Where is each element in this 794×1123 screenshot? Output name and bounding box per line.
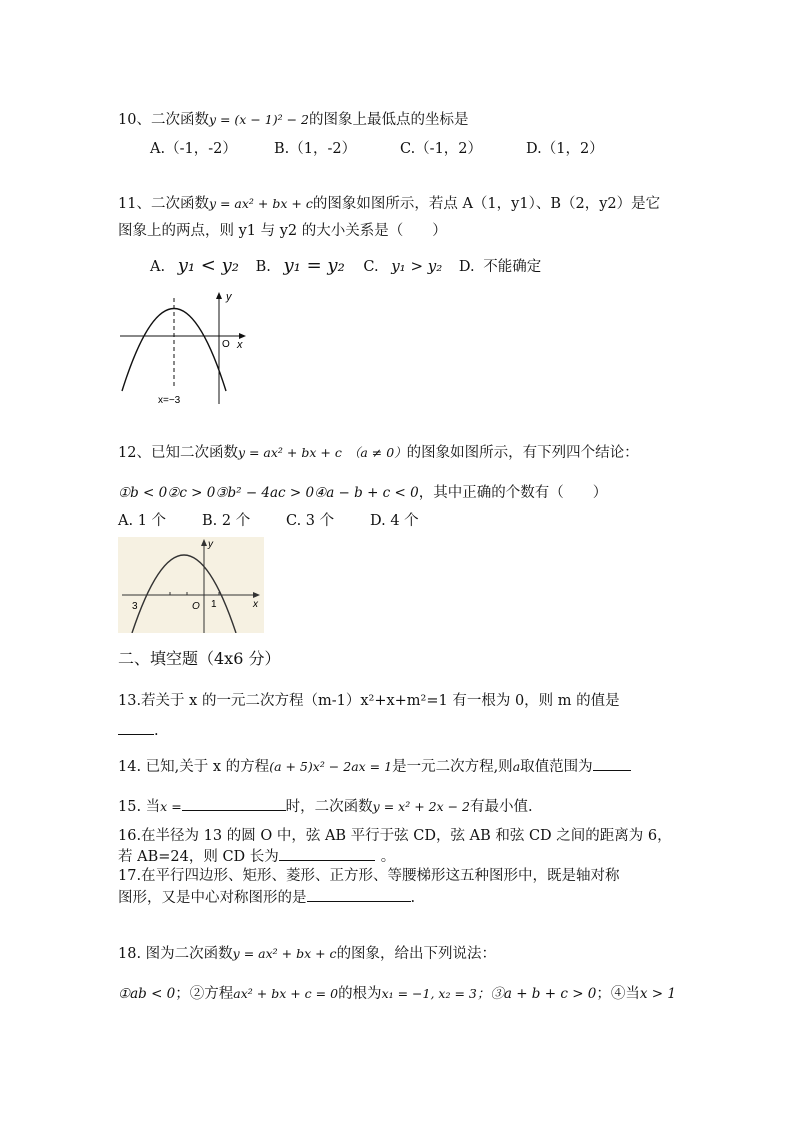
q18-statement-2-prefix: ；②方程 [175, 986, 234, 1002]
q11-y-label: y [226, 291, 232, 303]
q12-option-a: A. 1 个 [118, 513, 167, 529]
q16-line2-prefix: 若 AB=24，则 CD 长为 [118, 849, 279, 865]
q18-statement-1: ①ab < 0 [118, 986, 176, 1002]
q12-parabola-figure [118, 537, 264, 633]
q17-line1: 17.在平行四边形、矩形、菱形、正方形、等腰梯形这五种图形中，既是轴对称 [118, 868, 620, 884]
q10-option-b: B.（1，-2） [274, 141, 357, 157]
q18-prefix: 18. 图为二次函数 [118, 946, 233, 962]
q10-formula: y = (x − 1)² − 2 [208, 112, 309, 127]
q12-y-label: y [208, 539, 213, 550]
q12-left-label: 3 [132, 601, 138, 612]
q18-statement-2-roots: x₁ = −1, x₂ = 3 [381, 986, 477, 1001]
q10-option-c: C.（-1，2） [400, 141, 483, 157]
q15-formula: y = x² + 2x − 2 [372, 799, 471, 814]
q10-prefix: 10、二次函数 [118, 112, 209, 128]
q12-suffix: 的图象如图所示，有下列四个结论： [406, 445, 639, 461]
q14-suffix: 取值范围为 [520, 759, 593, 775]
q12-x-label: x [253, 599, 258, 610]
q18-stem [118, 944, 496, 964]
q12-conclusions: ①b < 0②c > 0③b² − 4ac > 0④a − b + c < 0 [118, 485, 419, 501]
q12-option-d: D. 4 个 [370, 513, 419, 529]
q12-right-label: 1 [211, 599, 217, 610]
q16-answer-blank[interactable] [279, 846, 375, 861]
q12-tail: ，其中正确的个数有（ ） [418, 485, 608, 501]
q17-line2 [118, 887, 415, 908]
q15-suffix: 有最小值. [470, 799, 533, 815]
q18-statement-4-prefix: ；④当 [596, 986, 640, 1002]
q11-option-c-letter: C. [363, 259, 379, 275]
q10-option-d: D.（1，2） [526, 141, 604, 157]
q11-formula: y = ax² + bx + c [208, 196, 313, 211]
q12-origin-label: O [192, 601, 200, 612]
q18-statement-2-mid: 的根为 [338, 986, 382, 1002]
q13-line1: 13.若关于 x 的一元二次方程（m-1）x²+x+m²=1 有一根为 0，则 m 的值是 [118, 693, 620, 709]
q12-option-b: B. 2 个 [202, 513, 251, 529]
q11-parabola-figure [116, 286, 252, 406]
q11-axis-label: x=−3 [158, 395, 181, 406]
q14-prefix: 14. 已知,关于 x 的方程 [118, 759, 270, 775]
q11-stem [118, 194, 660, 214]
q12-figure-background [118, 537, 264, 633]
q18-statement-3: ；③a + b + c > 0 [476, 986, 597, 1002]
q18-statement-2-formula: ax² + bx + c = 0 [233, 986, 339, 1001]
q18-statements [118, 984, 676, 1004]
q10-options [150, 139, 604, 159]
q11-origin-label: O [222, 339, 230, 350]
q11-option-d-letter: D. [458, 259, 475, 275]
q17-line2-suffix: . [410, 890, 416, 906]
q15-prefix: 15. 当 [118, 799, 161, 815]
q15-stem [118, 796, 533, 817]
q17-line2-prefix: 图形，又是中心对称图形的是 [118, 890, 307, 906]
q12-prefix: 12、已知二次函数 [118, 445, 238, 461]
q11-x-label: x [237, 339, 243, 351]
q11-y-arrow-icon [216, 292, 222, 299]
q11-option-b-letter: B. [255, 259, 271, 275]
q12-option-c: C. 3 个 [286, 513, 335, 529]
q13-answer-blank[interactable] [118, 720, 154, 735]
q16-line2 [118, 846, 395, 867]
q12-options [118, 511, 419, 531]
q11-stem-line2: 图象上的两点，则 y1 与 y2 的大小关系是（ ） [118, 223, 447, 239]
q14-var: a [512, 759, 521, 774]
q18-formula: y = ax² + bx + c [232, 946, 337, 961]
q11-option-a-expr: y₁ < y₂ [177, 255, 239, 276]
q11-prefix: 11、二次函数 [118, 196, 209, 212]
q11-option-d-expr: 不能确定 [483, 259, 542, 275]
section2-title: 二、填空题（4x6 分） [118, 649, 281, 668]
q11-option-a-letter: A. [150, 259, 166, 275]
q10-option-a: A.（-1，-2） [150, 141, 237, 157]
q14-stem [118, 756, 631, 777]
q12-condition: （a ≠ 0） [347, 445, 407, 460]
q12-formula: y = ax² + bx + c [237, 445, 342, 460]
q11-option-c-expr: y₁ > y₂ [391, 257, 443, 275]
q12-stem [118, 443, 639, 463]
q16-line1: 16.在半径为 13 的圆 O 中，弦 AB 平行于弦 CD，弦 AB 和弦 CD 之间的距离为 6， [118, 828, 672, 844]
q17-answer-blank[interactable] [307, 887, 411, 902]
q14-answer-blank[interactable] [593, 756, 631, 771]
q18-statement-4-expr: x > 1 [639, 986, 676, 1002]
q14-formula: (a + 5)x² − 2ax = 1 [269, 759, 393, 774]
q15-var: x = [160, 799, 182, 814]
q14-mid: 是一元二次方程,则 [392, 759, 513, 775]
q10-stem [118, 110, 469, 130]
q18-suffix: 的图象，给出下列说法： [336, 946, 497, 962]
q15-answer-blank[interactable] [182, 796, 286, 811]
q10-suffix: 的图象上最低点的坐标是 [309, 112, 469, 128]
q13-line2 [118, 720, 159, 741]
q15-mid: 时，二次函数 [285, 799, 373, 815]
q11-options [150, 256, 541, 277]
q11-option-b-expr: y₁ = y₂ [283, 255, 345, 276]
q12-conclusions-line [118, 483, 607, 503]
q16-line2-suffix: 。 [380, 849, 396, 865]
q11-suffix: 的图象如图所示，若点 A（1，y1）、B（2，y2）是它 [312, 196, 661, 212]
q13-line2-end: . [154, 723, 159, 739]
